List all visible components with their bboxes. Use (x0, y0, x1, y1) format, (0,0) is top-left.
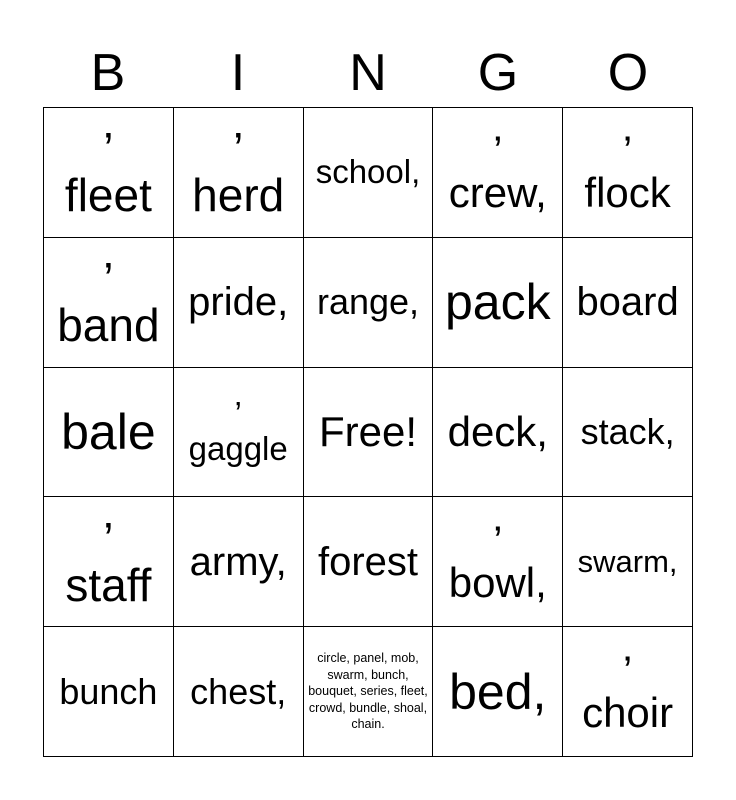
cell-text: ’ gaggle (188, 395, 288, 467)
cell-text: army, (189, 539, 287, 584)
bingo-cell[interactable] (304, 497, 434, 627)
bingo-cell[interactable] (563, 497, 693, 627)
cell-text: stack, (580, 410, 675, 452)
cell-text: bale (61, 403, 156, 460)
bingo-cell[interactable] (433, 627, 563, 757)
bingo-cell[interactable] (304, 627, 434, 757)
bingo-cell[interactable] (174, 368, 304, 498)
bingo-board (43, 107, 693, 757)
bingo-cell[interactable] (174, 238, 304, 368)
header-letter-i: I (230, 44, 246, 102)
header-letter-b: B (90, 44, 126, 102)
header-letter-g: G (477, 44, 519, 102)
bingo-cell[interactable] (174, 108, 304, 238)
bingo-cell[interactable] (563, 108, 693, 238)
bingo-cell[interactable] (44, 368, 174, 498)
cell-text: pack (444, 274, 551, 331)
bingo-cell[interactable] (433, 368, 563, 498)
bingo-cell[interactable] (433, 497, 563, 627)
bingo-header (43, 40, 693, 106)
cell-text: circle, panel, mob, swarm, bunch, bouquet, series, fleet, crowd, bundle, shoal, chain. (308, 651, 428, 732)
cell-text: school, (315, 153, 421, 191)
bingo-cell[interactable] (563, 627, 693, 757)
bingo-cell[interactable] (563, 238, 693, 368)
bingo-cell[interactable] (174, 497, 304, 627)
bingo-cell[interactable] (44, 238, 174, 368)
bingo-cell[interactable] (44, 627, 174, 757)
cell-text: ’ crew, (448, 127, 547, 217)
cell-text: forest (317, 539, 419, 584)
header-letter-n: N (349, 44, 387, 102)
cell-text: range, (316, 281, 420, 323)
free-space[interactable] (304, 368, 434, 498)
cell-text: swarm, (577, 544, 678, 580)
bingo-cell[interactable] (433, 108, 563, 238)
cell-text: ’ band (57, 253, 160, 352)
bingo-cell[interactable] (174, 627, 304, 757)
cell-text: deck, (447, 407, 548, 455)
cell-text: bunch (59, 670, 158, 712)
bingo-cell[interactable] (44, 497, 174, 627)
free-space-label: Free! (318, 407, 417, 455)
bingo-cell[interactable] (563, 368, 693, 498)
header-letter-o: O (607, 44, 649, 102)
cell-text: ’ herd (192, 123, 285, 222)
cell-text: chest, (190, 670, 287, 712)
cell-text: bed, (449, 663, 547, 720)
bingo-cell[interactable] (304, 108, 434, 238)
bingo-cell[interactable] (433, 238, 563, 368)
cell-text: ’ fleet (64, 123, 152, 222)
cell-text: ’ flock (584, 127, 671, 217)
cell-text: ’ choir (582, 646, 674, 736)
cell-text: board (576, 280, 679, 325)
cell-text: ’ staff (65, 512, 152, 611)
cell-text: pride, (188, 280, 289, 325)
bingo-cell[interactable] (304, 238, 434, 368)
cell-text: ’ bowl, (448, 516, 547, 606)
bingo-cell[interactable] (44, 108, 174, 238)
